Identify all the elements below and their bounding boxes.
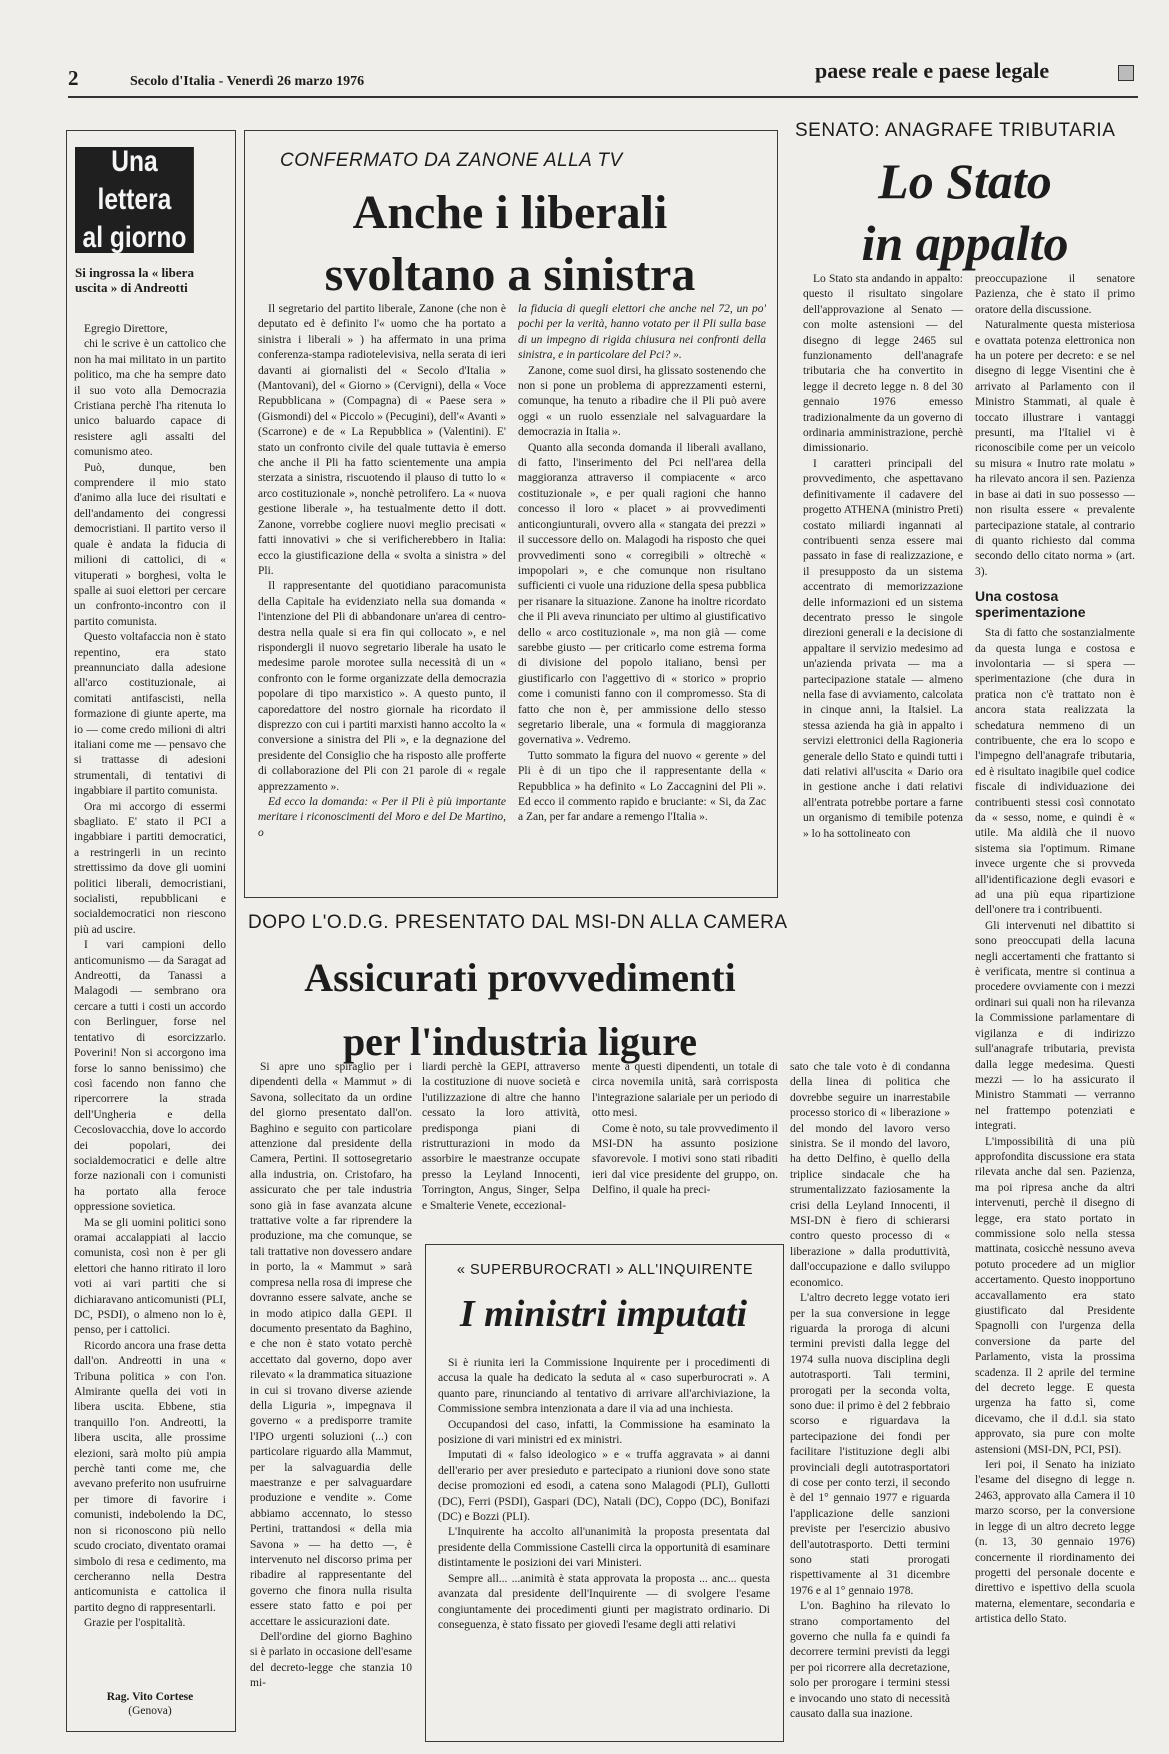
article-paragraph: preoccupazione il senatore Pazienza, che è stato il primo oratore della discussione. xyxy=(975,273,1135,316)
headline-line: Lo Stato xyxy=(878,153,1052,209)
article-ligure-headline xyxy=(250,946,790,1074)
article-paragraph: Imputati di « falso ideologico » e « truffa aggravata » ai danni dell'erario per aver presieduto e partecipato a riunioni dove sono state decise promozioni ed esodi, a catena sono Malagodi (PLI), Gullotti (DC), Ferri (PSDI), Gaspari (DC), Natali (DC), Coppo (DC), Bonifazi (DC) e Bozzi (PLI). xyxy=(438,1449,770,1524)
letter-paragraph: I vari campioni dello anticomunismo — da Saragat ad Andreotti, da Tanassi a Malagodi — sembrano ora cercare a tutti i costi un accordo con Berlinguer, forse nel tentativo di esorcizzarlo. Poverini! Non si accorgono ima forse lo sanno benissimo) che così facendo non fanno che ripercorrere la strada dell'Ungheria e della Cecoslovacchia, dove lo accordo dei popolari, dei socialdemocratici e delle altre forze nazionali con i comunisti ha portato alla feroce oppressione sovietica. xyxy=(74,939,226,1214)
article-ministri-headline: I ministri imputati xyxy=(459,1293,748,1335)
article-paragraph: Naturalmente questa misteriosa e ovattata potenza elettronica non ha un potere per decreto: e se nel disegno di legge Visentini che è arrivato al Parlamento con il Ministro Stammati, al quale è toccato illustrare i vantaggi presunti, ma l'Italiel vi è riconoscibile come per un veicolo su misura « Inutro rate molatu » ha rilevato ancora il sen. Pazienza in base ai dati in suo possesso — non risulta essere « prevalente partecipazione statale, al contrario di quanto richiesto dal comma secondo dello citato norma » (art. 3). xyxy=(975,319,1135,578)
headline-line: Anche i liberali xyxy=(352,186,668,239)
headline-line: svoltano a sinistra xyxy=(324,248,696,301)
letter-body xyxy=(74,322,226,1687)
article-paragraph: L'impossibilità di una più approfondita discussione era stata rilevata anche dal sen. Pazienza, ma poi ripresa anche da altri intervenuti, perchè il disegno di legge, era stato portato in commissione solo nella stessa mattinata, cosicchè nessuno aveva potuto procedere ad un miglior accertamento. Questo inopportuno accavallamento era stato giustificato dal Presidente Spagnolli con l'urgenza della conversione da parte del Parlamento, vista la prossima scadenza. Il 2 aprile del termine del decreto legge. E questa urgenza ha fatto sì, come dicevamo, che il d.d.l. sia stato approvato, sia pure con molte astensioni (MSI-DN, PCI, PSI). xyxy=(975,1135,1135,1456)
article-ministri-kicker: « SUPERBUROCRATI » ALL'INQUIRENTE xyxy=(456,1262,754,1278)
article-paragraph: I caratteri principali del provvedimento, che aspettavano definitivamente il cadavere del progetto ATHENA (ministro Preti) costato miliardi ingannati al contribuenti senza essere mai passato in fase di realizzazione, e il presupposto da un sistema accentrato di memorizzazione delle informazioni ed un sistema decentrato presso le singole direzioni generali e la decisione di appaltare il servizio medesimo ad un'azienda privata — ma a partecipazione statale — almeno nella fase di avviamento, calcolata in cinque anni, la Italsiel. La stessa azienda ha già in appalto i servizi elettronici della Ragioneria generale dello Stato e quindi tutti i dati relativi all'uscita « Dario ora in gestione anche i dati relativi all'entrata potrebbe portare a farne un organismo di temibile potenza » lo ha sottolineato con xyxy=(803,457,963,840)
article-ligure-kicker: DOPO L'O.D.G. PRESENTATO DAL MSI-DN ALLA CAMERA xyxy=(248,912,788,933)
article-paragraph: L'Inquirente ha accolto all'unanimità la proposta presentata dal presidente della Commissione Castelli circa la opportunità di esaminare distintamente le posizioni dei vari Ministeri. xyxy=(438,1526,770,1570)
article-liberali-headline xyxy=(250,182,770,306)
article-paragraph: Si è riunita ieri la Commissione Inquirente per i procedimenti di accusa la quale ha dedicato la seduta al « caso superburocrati ». A quanto pare, rinunciando al tentativo di arrivare all'archiviazione, la Commissione sembra intenzionata a dare il via ad una inchiesta. xyxy=(438,1357,770,1416)
letter-paragraph: Può, dunque, ben comprendere il mio stato d'animo alla luce dei risultati e dell'andamento dei congressi democristiani. Il partito verso il quale è andata la fiducia di milioni di cattolici, di « vituperati » borghesi, volta le spalle ai suoi elettori per cercare un confronto-incontro con il partito comunista. xyxy=(74,461,226,628)
article-paragraph: Tutto sommato la figura del nuovo « gerente » del Pli è di un tipo che il rappresentante della « Repubblica » ha definito « Lo Zaccagnini del Pli ». Ed ecco il commento rapido e bruciante: « Si, da Zac a Zan, per far andare a remengo l'Italia ». xyxy=(518,749,766,824)
article-liberali-col1 xyxy=(258,302,506,887)
article-paragraph: Gli intervenuti nel dibattito si sono preoccupati della lacuna negli accertamenti che frattanto si è verificata, mentre si continua a procedere ovviamente con i mezzi ordinari sui quali non ha rilevanza la Commissione parlamentare di vigilanza e di indirizzo sull'anagrafe tributaria, prevista dalla legge medesima. Questi mezzi — lo ha assicurato il Ministro Stammati — verranno nel frattempo potenziati e integrati. xyxy=(975,919,1135,1133)
article-liberali-kicker: CONFERMATO DA ZANONE ALLA TV xyxy=(280,150,623,171)
letter-signature-block xyxy=(74,1690,226,1718)
article-paragraph: Sempre all... ...animità è stata approvata la proposta ... anc... questa avanzata dal presidente dell'Inquirente — di svolgere l'esame congiuntamente dei procedimenti giunti per magistrato ordinario. Di conseguenza, è stato fissato per giovedì l'esame degli atti relativi xyxy=(438,1572,770,1631)
letter-title: Si ingrossa la « libera uscita » di Andreotti xyxy=(75,265,194,295)
letter-paragraph: Ricordo ancora una frase detta dall'on. Andreotti in una « Tribuna politica » con l'on. Almirante quella dei voti in libera uscita. Ebbene, stia tranquillo l'on. Andreotti, la libera uscita, alle prossime elezioni, sarà molto più ampia perchè tanti come me, che avevano preferito non usufruirne per timore di favorire i comunisti, indebolendo la DC, non si riconoscono più nello scudo crociato, diventato oramai simbolo di resa e cedimento, ma cercheranno nella Destra anticomunista e cattolica il partito degno di rappresentarli. xyxy=(74,1339,226,1614)
section-marker-icon xyxy=(1118,65,1134,81)
letter-badge xyxy=(75,147,194,253)
article-paragraph: Lo Stato sta andando in appalto: questo il risultato singolare dell'approvazione al Senato — con molte astensioni — del disegno di legge 2465 sul funzionamento dell'anagrafe tributaria che ha convertito in legge il decreto legge n. 8 del 30 gennaio 1976 emesso tradizionalmente da un governo di ordinaria amministrazione, perchè dimissionario. xyxy=(803,273,963,455)
article-ligure-col4 xyxy=(790,1060,950,1740)
article-paragraph: Come è noto, su tale provvedimento il MSI-DN ha assunto posizione sfavorevole. I motivi sono stati ribaditi ieri dal vice presidente del gruppo, on. Delfino, il quale ha preci- xyxy=(592,1122,778,1197)
letter-paragraph: Grazie per l'ospitalità. xyxy=(84,1617,186,1630)
article-ligure-col2 xyxy=(422,1060,580,1235)
article-ministri-body xyxy=(438,1356,770,1734)
article-paragraph: Il segretario del partito liberale, Zanone (che non è deputato ed è definito l'« uomo che ha portato a sinistra i liberali » ) ha affermato in una prima conferenza-stampa radiotelevisiva, nella serata di ieri davanti ai giornalisti del « Secolo d'Italia » (Mantovani), del « Giorno » (Cervigni), della « Voce Repubblicana » (Compagna) di « Paese sera » (Gismondi) del « Piccolo » (Pecugini), dell'« Avanti » (Scarrone) e de « La Repubblica » (Valentini). E' stato un confronto civile del quale tuttavia è emerso che anche il Pli ha fatto scientemente una ampia sterzata a sinistra, riscuotendo il plauso di tutto lo « arco costituzionale », nonchè petrolifero. La « nuova gestione liberale », ha testualmente detto il dott. Zanone, vorrebbe cogliere nuovi meglio precisati « fatti innovativi » che si verificherebbero in Italia: ecco la giustificazione della « svolta a sinistra » del Pli. xyxy=(258,303,506,577)
article-paragraph: Zanone, come suol dirsi, ha glissato sostenendo che non si pone un problema di apprezzamenti esterni, comunque, ha tenuto a ribadire che il Pli può avere oggi « un ruolo essenziale nel salvaguardare la democrazia in Italia ». xyxy=(518,364,766,439)
letter-paragraph: chi le scrive è un cattolico che non ha mai militato in un partito politico, ma che ha sempre dato il suo voto alla Democrazia Cristiana perchè l'ha ritenuta lo unico baluardo capace di resistere agli assalti del comunismo ateo. xyxy=(74,338,226,459)
article-stato-subheading: Una costosa sperimentazione xyxy=(975,588,1086,621)
article-paragraph: L'altro decreto legge votato ieri per la sua conversione in legge riguarda la proroga di alcuni termini previsti dalla legge del 1974 sulla nuova disciplina degli autotrasporti. Tali termini, prorogati per la seconda volta, sono due: il primo è del 2 febbraio scorso e riguardava la partecipazione dei fondi per facilitare l'istituzione degli albi provinciali degli autotrasportatori di cose per conto terzi, il secondo è del 1° gennaio 1977 e riguarda l'applicazione delle sanzioni previste per l'esercizio abusivo dell'autotrasporto. Detti termini sono stati prorogati rispettivamente al 31 dicembre 1976 e al 1° gennaio 1978. xyxy=(790,1292,950,1597)
headline-line: in appalto xyxy=(861,215,1069,271)
article-paragraph: la fiducia di quegli elettori che anche nel 72, un po' pochi per la verità, hanno votato per il Pli sulla base di un impegno di rigida chiusura nei confronti della sinistra, e in particolare del Pci? ». xyxy=(518,303,766,362)
article-paragraph: liardi perchè la GEPI, attraverso la costituzione di nuove società e l'utilizzazione di altre che hanno cessato la loro attività, predisponga piani di ristrutturazioni in modo da assorbire le maestranze occupate presso la Leyland Innocenti, Torrington, Angus, Singer, Selpa e Smalterie Venete, eccezional- xyxy=(422,1061,580,1212)
article-stato-col2 xyxy=(975,272,1135,1742)
letter-paragraph: Egregio Direttore, xyxy=(84,323,168,335)
headline-line: Assicurati provvedimenti xyxy=(304,955,736,1000)
letter-signature: Rag. Vito Cortese xyxy=(106,1691,194,1703)
letter-signature-place: (Genova) xyxy=(128,1705,172,1717)
article-paragraph: mente a questi dipendenti, un totale di circa novemila unità, sarà corrisposta l'integrazione salariale per un periodo di otto mesi. xyxy=(592,1061,778,1120)
article-paragraph: Ed ecco la domanda: « Per il Pli è più importante meritare i riconoscimenti del Moro e del De Martino, o xyxy=(258,796,506,839)
article-paragraph: Dell'ordine del giorno Baghino si è parlato in occasione dell'esame del decreto-legge che stanzia 10 mi- xyxy=(250,1631,412,1690)
article-paragraph: Il rappresentante del quotidiano paracomunista della Capitale ha evidenziato nella sua domanda « l'intenzione del Pli di abbandonare un'area di centro-destra nella quale si era fin qui collocato », e nel rispondergli il nuovo segretario liberale ha usato le medesime parole morotee sulla necessità di un « confronto con le forme organizzate della democrazia popolare di tipo marxistico ». A questo punto, il caporedattore del nostro giornale ha ricordato il disprezzo con cui i partiti marxisti hanno accolto la « conversione a sinistra del Pli », e la degnazione del presidente del Consiglio che ha risposto alle profferte di collaborazione del Pli con 21 parole di « regale apprezzamento ». xyxy=(258,580,506,793)
article-paragraph: sato che tale voto è di condanna della linea di politica che dovrebbe seguire un inarrestabile processo storico di « liberazione » del mondo del lavoro verso sinistra. Se il mondo del lavoro, ha detto Delfino, è quello della triplice sindacale che ha strumentalizzato faziosamente la crisi della Leyland Innocenti, il MSI-DN è fiero di schierarsi contro questo processo di « liberazione » dalla produttività, dall'occupazione e dallo sviluppo economico. xyxy=(790,1061,950,1289)
header-rule xyxy=(68,96,1138,98)
article-paragraph: Si apre uno spiraglio per i dipendenti della « Mammut » di Savona, sollecitato da un ordine del giorno presentato dall'on. Baghino e seguito con particolare attenzione dal presidente della Camera, Pertini. Il sottosegretario alla industria, on. Cristofaro, ha assicurato che per tale industria sono già in fase avanzata alcune trattative volte a far riprendere la produzione, ma che comunque, se tali trattative non dovessero andare in porto, la « Mammut » sarà compresa nella rosa di imprese che dovranno essere salvate, anche se in modo atipico dalla GEPI. Il documento presentato da Baghino, e che non è stato votato perchè accettato dal governo, dopo aver rilevato « la drammatica situazione in cui si trovano diverse aziende della Liguria », impegnava il governo « a predisporre tramite l'IPO urgenti soluzioni (...) con particolare riguardo alla Mammut, per la salvaguardia delle maestranze e per salvaguardare produzione e vendite ». Come abbiamo accennato, lo stesso Pertini, trattandosi « della mia Savona » — ha detto —, è intervenuto nel discorso prima per ribadire al rappresentante del governo che finora nulla risulta essere stato fatto e poi per accettare le assicurazioni date. xyxy=(250,1061,412,1628)
article-stato-headline xyxy=(790,150,1140,274)
article-paragraph: Quanto alla seconda domanda il liberali avallano, di fatto, l'inserimento del Pci nell'area della maggioranza attraverso il compiacente « arco costituzionale », e per quali ragioni che hanno concesso il loro « placet » ai provvedimenti anticongiunturali, ovvero alla « stangata dei prezzi » il successore dello on. Malagodi ha risposto che quei provvedimenti sono « corregibili » oltrechè « impopolari », e che comunque non risultano sufficienti ci vuole una riduzione della spesa pubblica per risanare la situazione. Zanone ha inoltre ricordato che il Pli aveva rinunciato per ultimo al giustificativo dello « arco costituzionale », ma non già — come sarebbe giusto — per criticarlo come estrema forma di divisione del popolo italiano, bensì per giustificarlo con l'aggettivo di « storico » proprio come i comunisti fanno con il compromesso. Sta di fatto che non è, per ammissione dello stesso segretario liberale, una « formula di maggioranza governativa ». Vedremo. xyxy=(518,441,766,747)
article-paragraph: Ieri poi, il Senato ha iniziato l'esame del disegno di legge n. 2463, approvato alla Camera il 10 marzo scorso, per la conversione in legge di un altro decreto legge (n. 13, 30 gennaio 1976) concernente il riordinamento dei progetti del personale docente e direttivo e ispettivo della scuola materna, elementare, secondaria e artistica dello Stato. xyxy=(975,1459,1135,1626)
article-stato-kicker: SENATO: ANAGRAFE TRIBUTARIA xyxy=(795,120,1116,141)
letter-paragraph: Ora mi accorgo di essermi sbagliato. E' stato il PCI a ingabbiare i partiti democratici, a restringerli in un recinto strettissimo da dove gli uomini politici liberali, democristiani, socialisti, repubblicani e socialdemocratici non riescono più ad uscire. xyxy=(74,800,226,936)
newspaper-date: Secolo d'Italia - Venerdì 26 marzo 1976 xyxy=(130,74,365,89)
article-ligure-col1 xyxy=(250,1060,412,1740)
letter-paragraph: Questo voltafaccia non è stato repentino, era stato preannunciato dalla adesione all'arco costituzionale, ai comitati antifascisti, nella formazione di giunte aperte, ma io — come credo milioni di altri italiani come me — pensavo che si trattasse di adesioni strumentali, di tentativi di ingabbiare il partito comunista. xyxy=(74,631,226,798)
badge-line2: al giorno xyxy=(82,221,187,254)
letter-paragraph: Ma se gli uomini politici sono oramai accalappiati al laccio comunista, così non è per gli elettori che hanno ritirato il loro voti ai vari partiti che si dichiaravano anticomunisti (PLI, DC, PSDI), o almeno non lo è, penso, per i cattolici. xyxy=(74,1216,226,1337)
article-ligure-col3 xyxy=(592,1060,778,1235)
article-liberali-col2 xyxy=(518,302,766,887)
article-paragraph: L'on. Baghino ha rilevato lo strano comportamento del governo che nulla fa e quindi fa decorrere termini previsti da leggi per poi ricorrere alla decretazione, solo per prorogare i termini stessi e invocando uno stato di necessità causato dalla sua inazione. xyxy=(790,1600,950,1721)
section-title: paese reale e paese legale xyxy=(815,58,1050,83)
article-paragraph: Occupandosi del caso, infatti, la Commissione ha esaminato la posizione di vari ministri ed ex ministri. xyxy=(438,1418,770,1447)
badge-line1: Una lettera xyxy=(97,145,172,216)
headline-line: per l'industria ligure xyxy=(342,1019,698,1064)
article-paragraph: Sta di fatto che sostanzialmente da questa lunga e costosa e involontaria — si spera — sperimentazione (che dura in pratica non c'è trattato non è ancora stata realizzata la schedatura nemmeno di un contribuente, che era lo scopo e l'impegno dell'anagrafe tributaria, ed è risultato inagibile quel codice fiscale di individuazione dei contribuenti stessi così connotato da « sesso, nome, e quindi è « utile. Ma aldilà che il nuovo sistema sia l'optimum. Rimane invece urgente che si provveda all'identificazione degli evasori e ad una più equa ripartizione dell'onere tra i contribuenti. xyxy=(975,627,1135,917)
page-number: 2 xyxy=(68,66,79,90)
